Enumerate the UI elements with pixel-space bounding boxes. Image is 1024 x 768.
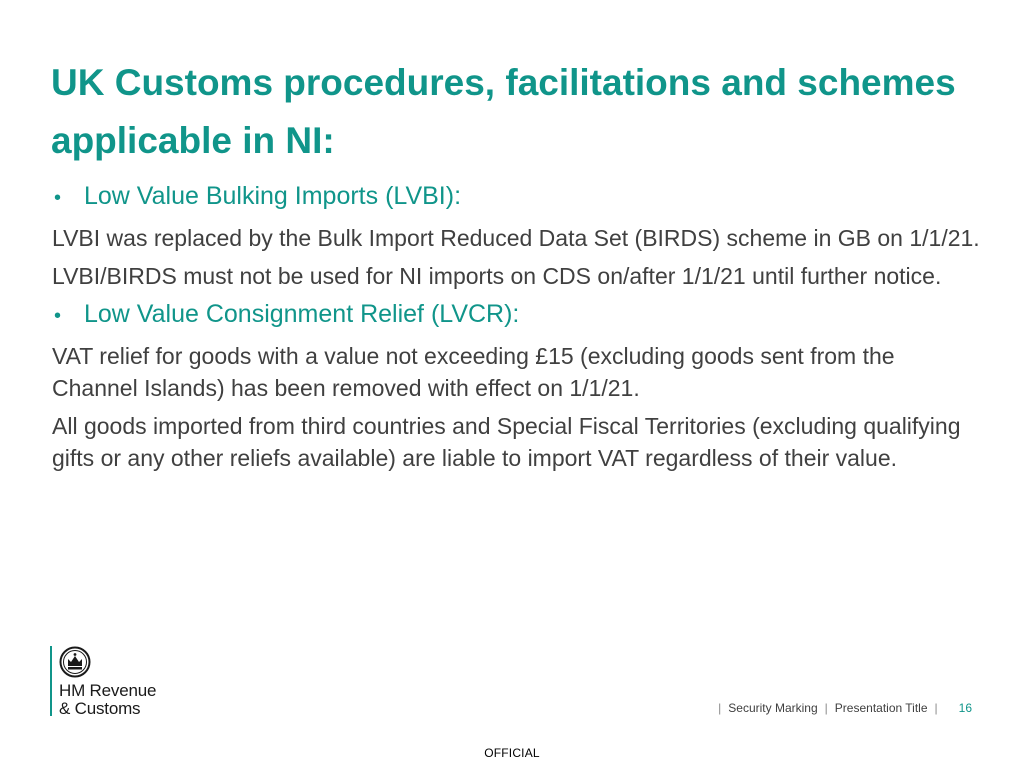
lvbi-paragraph-1: LVBI was replaced by the Bulk Import Reduced Data Set (BIRDS) scheme in GB on 1/1/21. [52,225,980,251]
hmrc-logo [50,646,156,716]
bullet-lvbi [52,180,982,214]
logo-text-line-1: HM Revenue [59,681,157,700]
lvcr-paragraph-2: All goods imported from third countries and Special Fiscal Territories (excluding qualifying gifts or any other reliefs available) are liable to import VAT regardless of their value. [52,413,961,471]
logo-text-line-2: & Customs [59,699,141,718]
presentation-title: Presentation Title [834,701,928,715]
lvbi-paragraph-2: LVBI/BIRDS must not be used for NI imports on CDS on/after 1/1/21 until further notice. [52,263,942,289]
crown-crest-icon [59,646,91,678]
bullet-icon: • [54,305,62,327]
bullet-lvcr-heading: Low Value Consignment Relief (LVCR): [84,300,520,328]
footer-separator: | [718,701,722,715]
bullet-lvcr [52,298,982,332]
footer-separator: | [824,701,828,715]
slide-content [52,180,982,480]
classification-label: OFFICIAL [484,746,540,760]
slide-title: UK Customs procedures, facilitations and schemes applicable in NI: [51,62,956,161]
bullet-icon: • [54,187,62,209]
footer-meta [711,701,972,715]
lvcr-paragraph-1: VAT relief for goods with a value not exceeding £15 (excluding goods sent from the Channel Islands) has been removed with effect on 1/1/21. [52,343,895,401]
footer-separator: | [934,701,938,715]
bullet-lvbi-heading: Low Value Bulking Imports (LVBI): [84,182,462,210]
security-marking: Security Marking [728,701,818,715]
page-number: 16 [958,701,972,715]
